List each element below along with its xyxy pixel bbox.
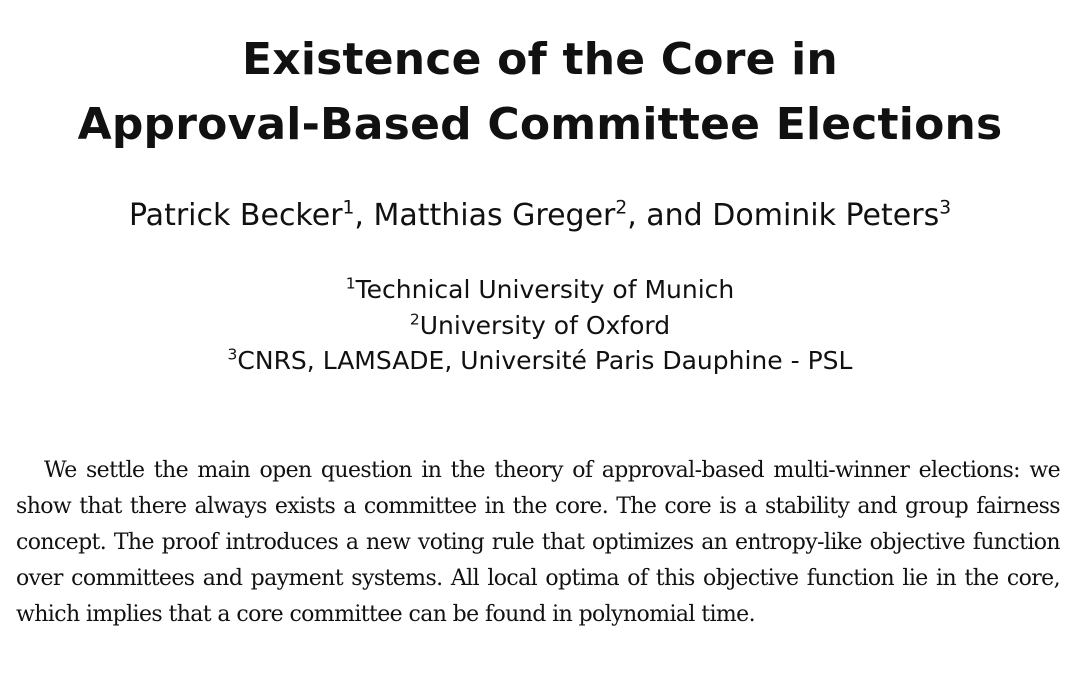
author-affiliation-mark: 1 [342,197,355,219]
author-name: Patrick Becker [128,198,343,233]
author-name: Matthias Greger [373,198,616,233]
affiliation-text: Technical University of Munich [355,275,735,304]
affiliation-mark: 1 [345,274,356,293]
paper-title-line-2: Approval-Based Committee Elections [77,99,1003,150]
paper-title-line-1: Existence of the Core in [242,34,838,85]
author-separator: , [354,198,374,233]
author-affiliation-mark: 3 [939,197,952,219]
affiliation-line [0,274,1080,304]
abstract-paragraph: We settle the main open question in the theory of approval-based multi-winner elections: we show that there always exists a committee in the core. The core is a stability and group fairness concept. The proof introduces a new voting rule that optimizes an entropy-like objective function over committees and payment systems. All local optima of this objective function lie in the core, which implies that a core committee can be found in polynomial time. [16,458,1060,627]
affiliation-text: University of Oxford [419,311,671,340]
author-list [0,197,1080,233]
affiliation-line [0,345,1080,375]
author-name: Dominik Peters [712,198,940,233]
affiliation-line [0,310,1080,340]
affiliation-text: CNRS, LAMSADE, Université Paris Dauphine - PSL [237,346,853,375]
affiliation-mark: 2 [409,310,420,329]
author-affiliation-mark: 2 [615,197,628,219]
author-separator: , and [627,198,713,233]
affiliation-mark: 3 [227,345,238,364]
